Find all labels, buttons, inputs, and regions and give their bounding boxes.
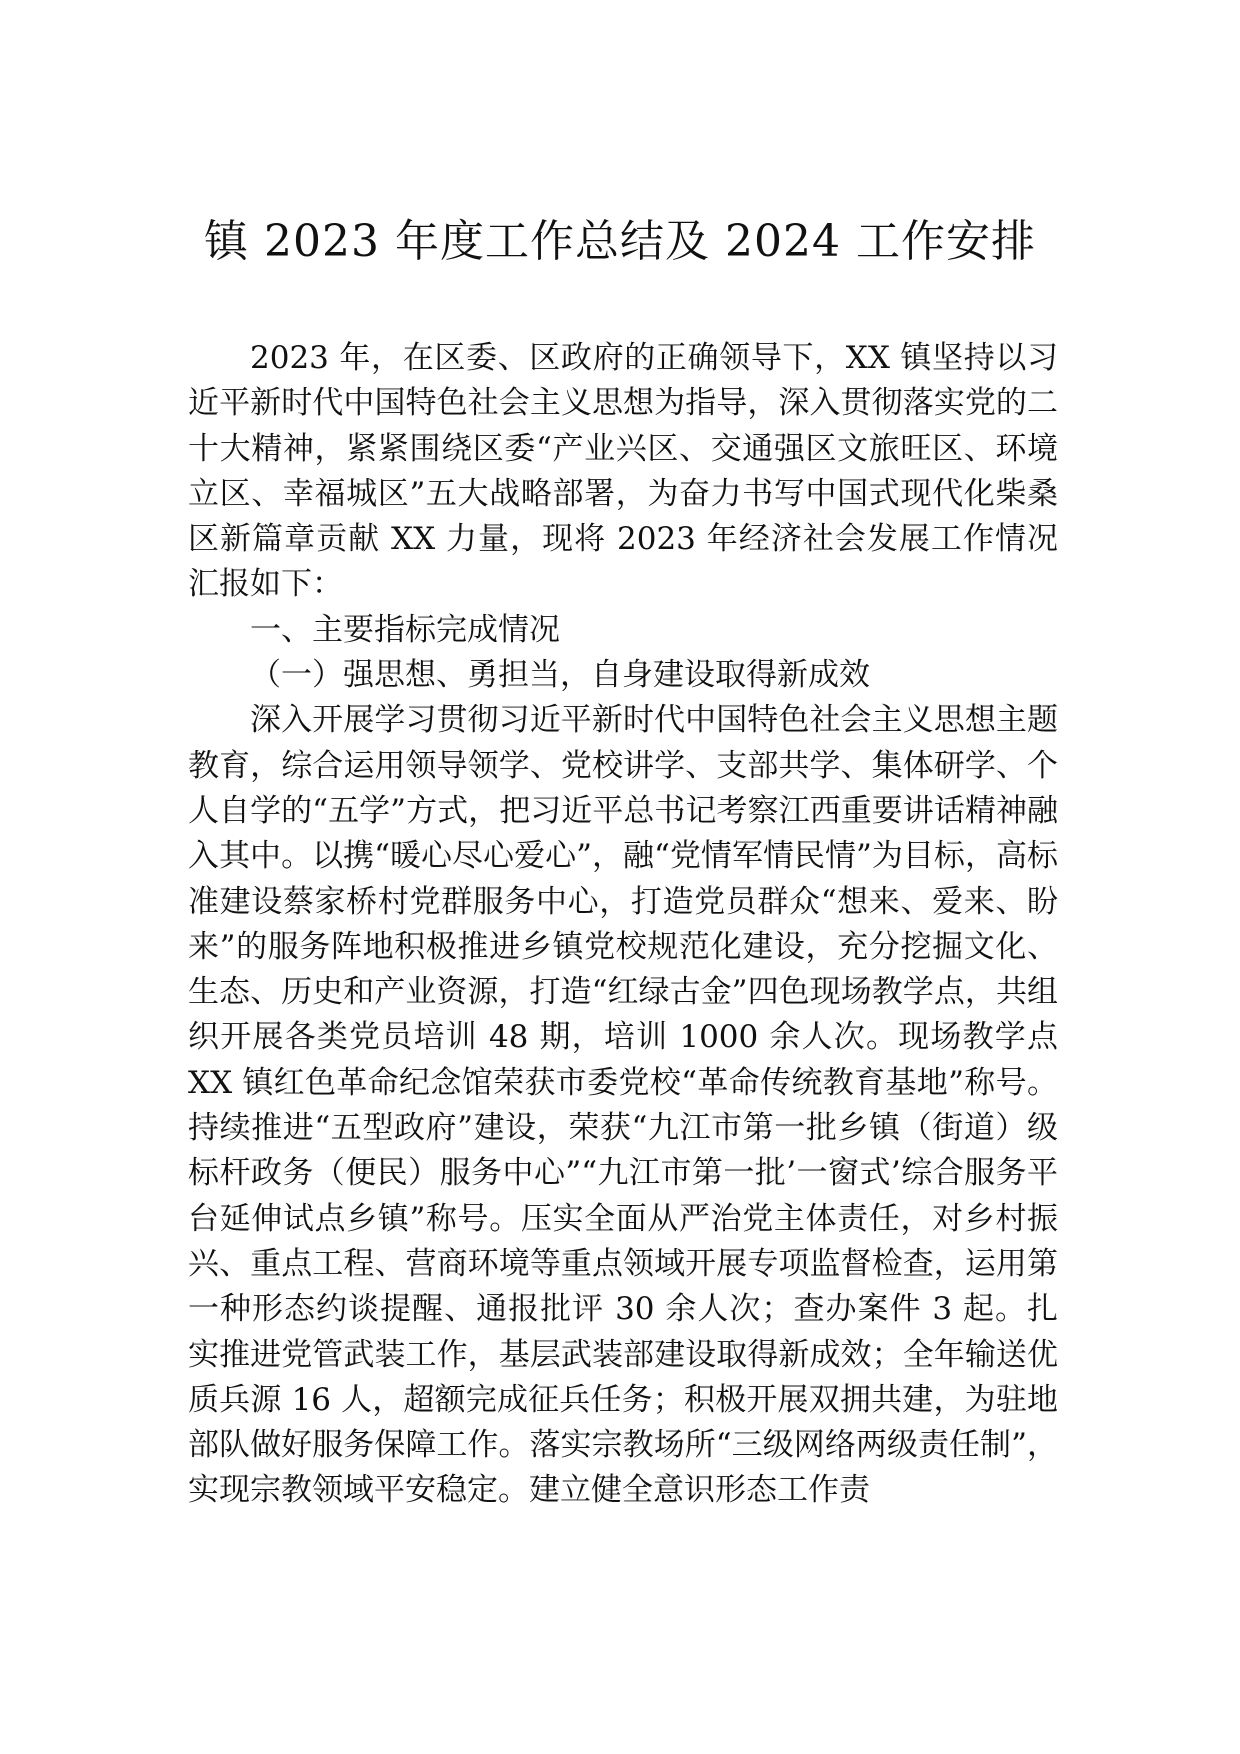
subsection-heading: （一）强思想、勇担当，自身建设取得新成效: [250, 657, 870, 694]
document-title: 镇 2023 年度工作总结及 2024 工作安排: [204, 216, 1036, 267]
section-heading: 一、主要指标完成情况: [250, 611, 560, 648]
document-body: [188, 336, 1058, 1514]
body-paragraph: 深入开展学习贯彻习近平新时代中国特色社会主义思想主题教育，综合运用领导领学、党校讲学、支部共学、集体研学、个人自学的“五学”方式，把习近平总书记考察江西重要讲话精神融入其中。以携“暖心尽心爱心”，融“党情军情民情”为目标，高标准建设蔡家桥村党群服务中心，打造党员群众“想来、爱来、盼来”的服务阵地积极推进乡镇党校规范化建设，充分挖掘文化、生态、历史和产业资源，打造“红绿古金”四色现场教学点，共组织开展各类党员培训 48 期，培训 1000 余人次。现场教学点 XX 镇红色革命纪念馆荣获市委党校“革命传统教育基地”称号。持续推进“五型政府”建设，荣获“九江市第一批乡镇（街道）级标杆政务（便民）服务中心”“九江市第一批’一窗式’综合服务平台延伸试点乡镇”称号。压实全面从严治党主体责任，对乡村振兴、重点工程、营商环境等重点领域开展专项监督检查，运用第一种形态约谈提醒、通报批评 30 余人次；查办案件 3 起。扎实推进党管武装工作，基层武装部建设取得新成效；全年输送优质兵源 16 人，超额完成征兵任务；积极开展双拥共建，为驻地部队做好服务保障工作。落实宗教场所“三级网络两级责任制”，实现宗教领域平安稳定。建立健全意识形态工作责: [188, 702, 1058, 1509]
intro-paragraph: 2023 年，在区委、区政府的正确领导下，XX 镇坚持以习近平新时代中国特色社会主义思想为指导，深入贯彻落实党的二十大精神，紧紧围绕区委“产业兴区、交通强区文旅旺区、环境立区、幸福城区”五大战略部署，为奋力书写中国式现代化柴桑区新篇章贡献 XX 力量，现将 2023 年经济社会发展工作情况汇报如下：: [188, 340, 1058, 603]
